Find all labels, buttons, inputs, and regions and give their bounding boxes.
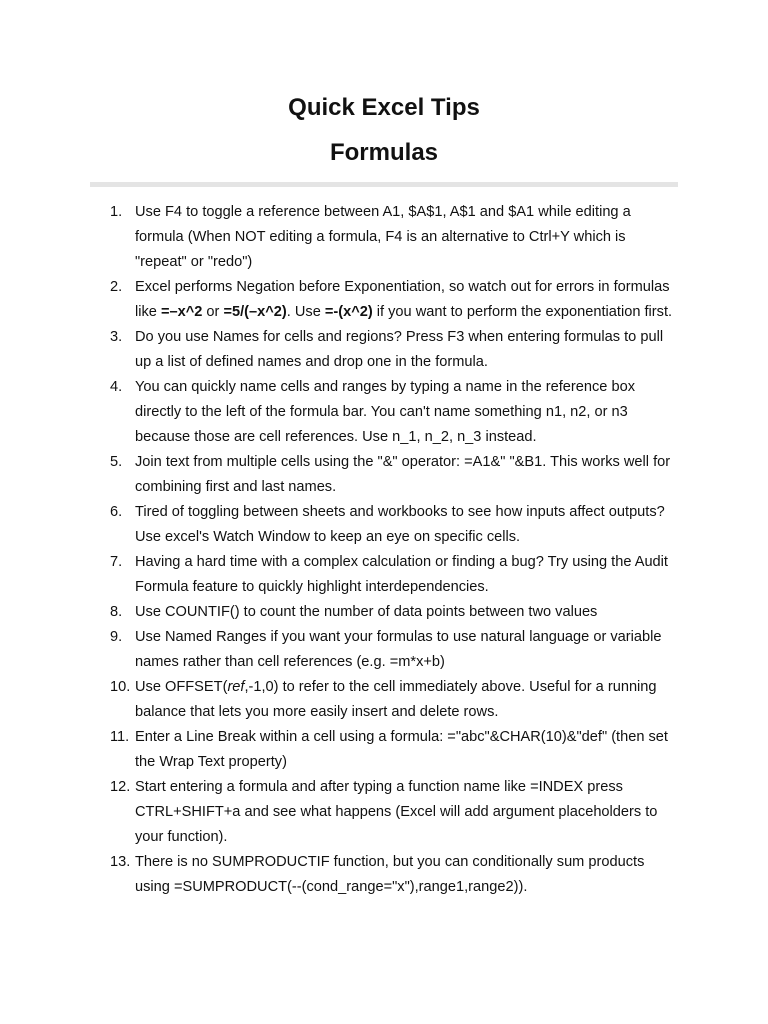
tip-item — [0, 200, 680, 275]
tip-item — [0, 725, 680, 775]
tip-text — [135, 329, 663, 370]
tip-item — [0, 550, 680, 600]
page-subtitle: Formulas — [329, 139, 439, 166]
tip-item — [0, 625, 680, 675]
tip-text — [135, 379, 635, 445]
tip-item — [0, 450, 680, 500]
tip-text — [135, 604, 597, 620]
bold-formula: =-(x^2) — [324, 304, 373, 320]
tips-list — [0, 200, 768, 900]
tip-number: 3. — [110, 329, 123, 345]
tip-item — [0, 275, 680, 325]
tip-number: 10. — [110, 679, 131, 695]
tip-text — [135, 679, 657, 720]
tip-text-segment: Having a hard time with a complex calculation or finding a bug? Try using the Audit Formula feature to quickly highlight interdependencies. — [135, 554, 668, 595]
tip-text-segment: ,-1,0) to refer to the cell immediately above. Useful for a running balance that lets you more easily insert and delete rows. — [135, 679, 657, 720]
italic-argument: ref — [227, 679, 245, 695]
tip-number: 6. — [110, 504, 123, 520]
tip-item — [0, 325, 680, 375]
tip-number: 1. — [110, 204, 123, 220]
tip-text-segment: if you want to perform the exponentiation first. — [372, 304, 673, 320]
tip-text-segment: . Use — [286, 304, 325, 320]
title-divider — [90, 182, 678, 187]
tip-text-segment: Enter a Line Break within a cell using a formula: ="abc"&CHAR(10)&"def" (then set the Wrap Text property) — [135, 729, 668, 770]
tip-text-segment: Use Named Ranges if you want your formulas to use natural language or variable names rather than cell references (e.g. =m*x+b) — [135, 629, 662, 670]
tip-text — [135, 204, 631, 270]
tip-text — [135, 779, 657, 845]
tip-text — [135, 554, 668, 595]
tip-number: 5. — [110, 454, 123, 470]
tip-text-segment: Start entering a formula and after typing a function name like =INDEX press CTRL+SHIFT+a and see what happens (Excel will add argument placeholders to your function). — [135, 779, 658, 845]
tip-text — [135, 629, 661, 670]
tip-text-segment: Tired of toggling between sheets and workbooks to see how inputs affect outputs? Use excel's Watch Window to keep an eye on specific cells. — [135, 504, 665, 545]
bold-formula: =5/(–x^2) — [223, 304, 287, 320]
tip-number: 13. — [110, 854, 131, 870]
tip-text-segment: Use F4 to toggle a reference between A1, $A$1, A$1 and $A1 while editing a formula (When NOT editing a formula, F4 is an alternative to Ctrl+Y which is "repeat" or "redo") — [135, 204, 631, 270]
tip-text — [135, 504, 665, 545]
tip-item — [0, 500, 680, 550]
tip-text-segment: Use OFFSET( — [135, 679, 228, 695]
tip-text-segment: Use COUNTIF() to count the number of data points between two values — [135, 604, 598, 620]
tip-text-segment: There is no SUMPRODUCTIF function, but you can conditionally sum products using =SUMPRODUCT(--(cond_range="x"),range1,range2)). — [135, 854, 645, 895]
tip-text-segment: You can quickly name cells and ranges by typing a name in the reference box directly to the left of the formula bar. You can't name something n1, n2, or n3 because those are cell references. Use n_1, n_2, n_3 instead. — [135, 379, 636, 445]
tip-item — [0, 600, 680, 625]
tip-item — [0, 675, 680, 725]
tip-number: 11. — [110, 729, 130, 745]
tip-text-segment: Do you use Names for cells and regions? Press F3 when entering formulas to pull up a list of defined names and drop one in the formula. — [135, 329, 664, 370]
tip-text — [135, 729, 668, 770]
tip-number: 12. — [110, 779, 131, 795]
tip-item — [0, 375, 680, 450]
tip-number: 9. — [110, 629, 123, 645]
tip-number: 8. — [110, 604, 123, 620]
page-title: Quick Excel Tips — [288, 94, 480, 121]
tip-text — [135, 854, 644, 895]
bold-formula: =–x^2 — [160, 304, 203, 320]
tip-number: 7. — [110, 554, 123, 570]
tip-text-segment: Excel performs Negation before Exponentiation, so watch out for errors in formulas like — [135, 279, 670, 320]
tip-item — [0, 850, 680, 900]
tip-item — [0, 775, 680, 850]
tip-number: 2. — [110, 279, 123, 295]
tip-number: 4. — [110, 379, 123, 395]
tip-text — [135, 279, 672, 320]
tip-text — [135, 454, 670, 495]
tip-text-segment: Join text from multiple cells using the "&" operator: =A1&" "&B1. This works well for combining first and last names. — [135, 454, 671, 495]
tip-text-segment: or — [202, 304, 224, 320]
